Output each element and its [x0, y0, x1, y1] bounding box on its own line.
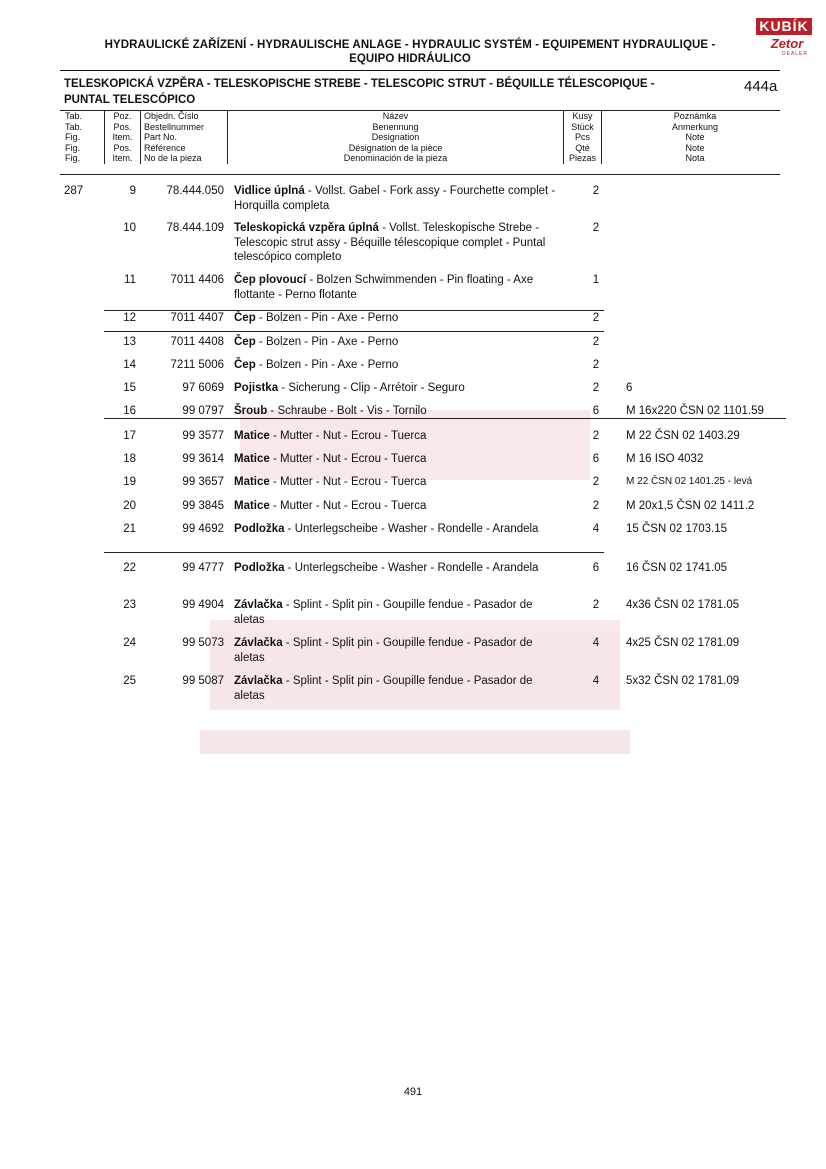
row-quantity: 2 [592, 382, 600, 394]
row-quantity: 2 [592, 500, 600, 512]
row-name-primary: Matice [234, 500, 270, 512]
row-quantity: 6 [592, 453, 600, 465]
row-part-number: 7211 5006 [170, 359, 224, 371]
row-part-number: 7011 4406 [170, 274, 224, 286]
row-position: 9 [129, 185, 136, 197]
row-name-translations: - Splint - Split pin - Goupille fendue - Pasador de aletas [234, 637, 533, 664]
row-name-translations: - Schraube - Bolt - Vis - Tornilo [267, 405, 427, 417]
row-name-primary: Matice [234, 430, 270, 442]
row-name [234, 475, 564, 490]
row-part-number: 78.444.109 [166, 222, 224, 234]
row-name-primary: Vidlice úplná [234, 185, 305, 197]
row-quantity: 4 [592, 675, 600, 687]
row-note: 5x32 ČSN 02 1781.09 [626, 675, 740, 687]
row-name-translations: - Sicherung - Clip - Arrétoir - Seguro [278, 382, 465, 394]
section-title-line1: TELESKOPICKÁ VZPĚRA - TELESKOPISCHE STREBE - TELESCOPIC STRUT - BÉQUILLE TÉLESCOPIQUE - [64, 78, 655, 90]
row-name-primary: Závlačka [234, 675, 283, 687]
row-note: 15 ČSN 02 1703.15 [626, 523, 728, 535]
row-position: 18 [123, 453, 136, 465]
row-name-primary: Šroub [234, 405, 268, 417]
header-line1: HYDRAULICKÉ ZAŘÍZENÍ - HYDRAULISCHE ANLAGE - HYDRAULIC SYSTÉM - EQUIPEMENT HYDRAULIQUE - [104, 39, 716, 51]
row-part-number: 99 3657 [182, 476, 224, 488]
row-position: 21 [123, 523, 136, 535]
row-part-number: 7011 4407 [170, 312, 224, 324]
group-separator [104, 552, 604, 553]
row-name-primary: Teleskopická vzpěra úplná [234, 222, 379, 234]
row-name-translations: - Vollst. Gabel - Fork assy - Fourchette complet - Horquilla completa [234, 185, 556, 212]
row-name [234, 674, 564, 703]
row-part-number: 99 3845 [182, 500, 224, 512]
row-name-translations: - Splint - Split pin - Goupille fendue - Pasador de aletas [234, 599, 533, 626]
row-position: 11 [124, 274, 136, 286]
group-separator [104, 310, 604, 311]
row-name-primary: Závlačka [234, 637, 283, 649]
col-tab: Tab. Tab. Fig. Fig. Fig. [62, 111, 105, 164]
row-part-number: 99 4692 [182, 523, 224, 535]
row-position: 20 [123, 500, 136, 512]
row-name-primary: Matice [234, 476, 270, 488]
row-name-primary: Podložka [234, 562, 285, 574]
row-position: 14 [123, 359, 136, 371]
row-part-number: 99 3614 [182, 453, 224, 465]
row-name-translations: - Splint - Split pin - Goupille fendue - Pasador de aletas [234, 675, 533, 702]
column-header [62, 111, 788, 164]
dealer-watermark [200, 390, 630, 770]
row-name [234, 404, 564, 419]
row-position: 12 [123, 312, 136, 324]
row-name-translations: - Unterlegscheibe - Washer - Rondelle - Arandela [284, 523, 539, 535]
row-name-primary: Čep [234, 312, 256, 324]
row-position: 23 [123, 599, 136, 611]
row-name [234, 184, 564, 213]
row-name-translations: - Vollst. Teleskopische Strebe - Telescopic strut assy - Béquille télescopique complet - Puntal telescópico completo [234, 222, 546, 263]
row-note: M 22 ČSN 02 1403.29 [626, 430, 740, 442]
col-part-number: Objedn. Číslo Bestellnummer Part No. Référence No de la pieza [141, 111, 228, 164]
row-name-primary: Matice [234, 453, 270, 465]
row-name-primary: Závlačka [234, 599, 283, 611]
row-part-number: 99 4904 [182, 599, 224, 611]
row-position: 25 [123, 675, 136, 687]
col-quantity: Kusy Stück Pcs Qté Piezas [564, 111, 602, 164]
col-name: Název Benennung Designation Désignation de la pièce Denominación de la pieza [228, 111, 564, 164]
row-name [234, 452, 564, 467]
logo-zetor: Zetor [770, 36, 804, 51]
row-part-number: 99 5073 [182, 637, 224, 649]
row-name [234, 561, 564, 576]
section-title-line2: PUNTAL TELESCÓPICO [64, 94, 196, 106]
header-rule [60, 70, 780, 71]
row-name-translations: - Mutter - Nut - Ecrou - Tuerca [269, 500, 427, 512]
row-quantity: 2 [592, 222, 600, 234]
row-note: 4x36 ČSN 02 1781.05 [626, 599, 740, 611]
page-number: 491 [403, 1086, 423, 1098]
row-quantity: 4 [592, 523, 600, 535]
row-name-primary: Pojistka [234, 382, 279, 394]
row-name [234, 522, 564, 537]
row-name [234, 358, 564, 373]
row-note: 4x25 ČSN 02 1781.09 [626, 637, 740, 649]
row-note: M 22 ČSN 02 1401.25 - levá [626, 476, 753, 487]
row-name [234, 598, 564, 627]
row-note: M 16 ISO 4032 [626, 453, 704, 465]
row-note: 16 ČSN 02 1741.05 [626, 562, 728, 574]
row-quantity: 6 [592, 562, 600, 574]
kubik-zetor-logo [756, 14, 812, 58]
row-quantity: 2 [592, 185, 600, 197]
row-quantity: 2 [592, 312, 600, 324]
row-name-translations: - Unterlegscheibe - Washer - Rondelle - Arandela [284, 562, 539, 574]
row-name-primary: Čep plovoucí [234, 274, 307, 286]
row-name-translations: - Mutter - Nut - Ecrou - Tuerca [269, 476, 427, 488]
table-header-bottom-rule [60, 174, 780, 175]
row-part-number: 99 0797 [182, 405, 224, 417]
row-note: M 16x220 ČSN 02 1101.59 [626, 405, 764, 417]
row-part-number: 97 6069 [182, 382, 224, 394]
row-part-number: 78.444.050 [166, 185, 224, 197]
row-quantity: 6 [592, 405, 600, 417]
row-quantity: 2 [592, 336, 600, 348]
logo-dealer: DEALER [782, 51, 809, 57]
row-name-translations: - Mutter - Nut - Ecrou - Tuerca [269, 453, 427, 465]
row-name [234, 273, 564, 302]
row-quantity: 2 [592, 599, 600, 611]
row-name-translations: - Bolzen - Pin - Axe - Perno [255, 359, 399, 371]
col-pos: Poz. Pos. Item. Pos. Item. [105, 111, 141, 164]
row-name [234, 499, 564, 514]
row-position: 13 [123, 336, 136, 348]
row-quantity: 4 [592, 637, 600, 649]
page-code: 444a [744, 78, 778, 95]
row-quantity: 2 [592, 359, 600, 371]
row-name-translations: - Bolzen - Pin - Axe - Perno [255, 312, 399, 324]
row-part-number: 99 5087 [182, 675, 224, 687]
row-name [234, 221, 564, 265]
row-note: M 20x1,5 ČSN 02 1411.2 [626, 500, 755, 512]
row-note: 6 [626, 382, 633, 394]
header-line2: EQUIPO HIDRÁULICO [349, 53, 471, 65]
row-part-number: 7011 4408 [170, 336, 224, 348]
row-name-primary: Čep [234, 359, 256, 371]
row-quantity: 2 [592, 476, 600, 488]
row-name-primary: Čep [234, 336, 256, 348]
row-position: 19 [123, 476, 136, 488]
group-separator [104, 418, 786, 419]
row-position: 24 [123, 637, 136, 649]
row-quantity: 1 [592, 274, 600, 286]
row-name [234, 636, 564, 665]
logo-kubik: KUBÍK [756, 18, 812, 35]
row-name [234, 311, 564, 326]
row-position: 15 [123, 382, 136, 394]
row-position: 22 [123, 562, 136, 574]
row-name [234, 381, 564, 396]
group-separator [104, 331, 604, 332]
row-name [234, 335, 564, 350]
row-part-number: 99 4777 [182, 562, 224, 574]
row-position: 10 [123, 222, 136, 234]
row-name-primary: Podložka [234, 523, 285, 535]
row-name [234, 429, 564, 444]
col-note: Poznámka Anmerkung Note Note Nota [602, 111, 789, 164]
row-tab: 287 [64, 185, 84, 197]
row-position: 16 [123, 405, 136, 417]
row-name-translations: - Bolzen - Pin - Axe - Perno [255, 336, 399, 348]
row-name-translations: - Mutter - Nut - Ecrou - Tuerca [269, 430, 427, 442]
row-quantity: 2 [592, 430, 600, 442]
row-name-translations: - Bolzen Schwimmenden - Pin floating - Axe flottante - Perno flotante [234, 274, 534, 301]
row-position: 17 [123, 430, 136, 442]
row-part-number: 99 3577 [182, 430, 224, 442]
